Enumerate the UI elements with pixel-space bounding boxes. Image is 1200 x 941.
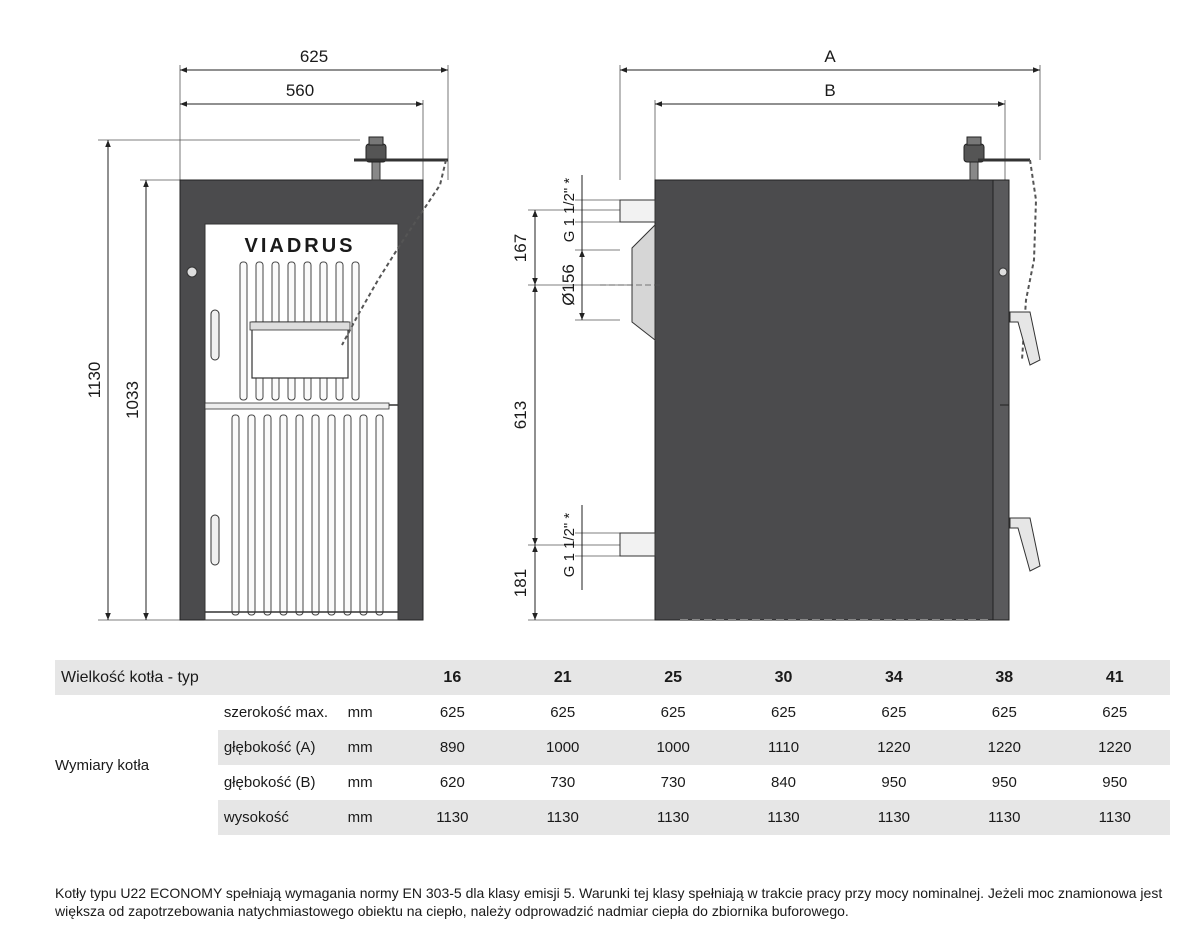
lower-hinge bbox=[211, 515, 219, 565]
bottom-conn-height-label: 181 bbox=[511, 568, 530, 598]
side-view bbox=[511, 47, 1040, 620]
table-row bbox=[55, 765, 1170, 800]
depth-b-label: B bbox=[824, 81, 836, 100]
unit-label: mm bbox=[347, 774, 373, 791]
brand-logo-text: VIADRUS bbox=[244, 235, 356, 257]
flue-to-bottom-dimension bbox=[511, 285, 535, 545]
size-header: 16 bbox=[397, 660, 507, 695]
table-cell: 1220 bbox=[949, 730, 1059, 765]
size-header: 21 bbox=[508, 660, 618, 695]
depth-a-label: A bbox=[824, 47, 836, 66]
side-boiler-body bbox=[655, 180, 1005, 620]
table-cell: 1130 bbox=[508, 800, 618, 835]
footnote: Kotły typu U22 ECONOMY spełniają wymagania normy EN 303-5 dla klasy emisji 5. Warunki tej klasy spełniają w trakcie pracy przy mocy nominalnej. Jeżeli moc znamionowa jest większa od zapotrzebowania natychmiastowego obiektu na ciepło, należy odprowadzić nadmiar ciepła do zbiornika buforowego. bbox=[55, 885, 1163, 919]
table-cell: 625 bbox=[881, 704, 907, 721]
table-cell: 1110 bbox=[728, 730, 838, 765]
table-cell: 1000 bbox=[618, 730, 728, 765]
table-cell: 1130 bbox=[618, 800, 728, 835]
table-cell: 950 bbox=[881, 774, 907, 791]
table-cell: 1130 bbox=[728, 800, 838, 835]
front-total-height-label: 1130 bbox=[85, 361, 104, 399]
table-cell: 625 bbox=[1102, 704, 1128, 721]
upper-hinge bbox=[211, 310, 219, 360]
size-header: 38 bbox=[949, 660, 1059, 695]
table-cell: 730 bbox=[660, 774, 686, 791]
table-cell: 730 bbox=[550, 774, 576, 791]
table-row bbox=[55, 800, 1170, 835]
dimensions-group-label: Wymiary kotła bbox=[55, 695, 218, 835]
param-label: szerokość max. bbox=[223, 704, 329, 721]
side-knob bbox=[187, 267, 197, 277]
param-label: wysokość bbox=[218, 800, 348, 835]
bottom-connection-height-dimension bbox=[511, 545, 535, 620]
size-header: 34 bbox=[839, 660, 949, 695]
table-cell: 890 bbox=[397, 730, 507, 765]
table-row bbox=[55, 695, 1170, 730]
table-cell: 625 bbox=[439, 704, 465, 721]
upper-door-handle bbox=[1010, 312, 1040, 365]
top-conn-offset-label: 167 bbox=[511, 233, 530, 263]
table-header-row bbox=[55, 660, 1170, 695]
draft-regulator bbox=[354, 137, 448, 180]
front-view bbox=[85, 47, 448, 620]
flue-diameter-label: Ø156 bbox=[559, 264, 578, 306]
table-cell: 950 bbox=[1102, 774, 1128, 791]
unit-label: mm bbox=[348, 800, 397, 835]
unit-label: mm bbox=[348, 730, 397, 765]
table-cell: 1220 bbox=[839, 730, 949, 765]
front-inner-width-dimension bbox=[180, 81, 423, 104]
dimensions-table bbox=[55, 660, 1170, 835]
front-width-dimension bbox=[180, 47, 448, 70]
flue-to-bottom-label: 613 bbox=[511, 400, 530, 430]
front-body-height-dimension bbox=[123, 180, 146, 620]
table-cell: 1130 bbox=[397, 800, 507, 835]
front-outer-width-label: 625 bbox=[299, 47, 329, 66]
table-cell: 625 bbox=[991, 704, 1017, 721]
top-connection-label: G 1 1/2" * bbox=[561, 177, 578, 243]
table-cell: 1130 bbox=[1060, 800, 1170, 835]
front-inner-width-label: 560 bbox=[285, 81, 315, 100]
param-label: głębokość (A) bbox=[218, 730, 348, 765]
table-row bbox=[55, 730, 1170, 765]
top-water-pipe bbox=[620, 200, 655, 222]
table-cell: 1130 bbox=[839, 800, 949, 835]
size-header: 25 bbox=[618, 660, 728, 695]
table-cell: 1220 bbox=[1060, 730, 1170, 765]
bottom-water-pipe bbox=[620, 533, 655, 556]
front-body-height-label: 1033 bbox=[123, 381, 142, 419]
param-label: głębokość (B) bbox=[223, 774, 316, 791]
table-cell: 1000 bbox=[508, 730, 618, 765]
size-header: 41 bbox=[1060, 660, 1170, 695]
lower-door-handle bbox=[1010, 518, 1040, 571]
unit-label: mm bbox=[347, 704, 373, 721]
table-cell: 620 bbox=[439, 774, 465, 791]
flue-outlet bbox=[632, 225, 655, 340]
size-header: 30 bbox=[728, 660, 838, 695]
top-connection-offset-dimension bbox=[511, 210, 535, 285]
boiler-size-header: Wielkość kotła - typ bbox=[55, 660, 397, 695]
table-cell: 950 bbox=[991, 774, 1017, 791]
table-cell: 625 bbox=[550, 704, 576, 721]
bottom-connection-label: G 1 1/2" * bbox=[561, 512, 578, 578]
table-cell: 625 bbox=[771, 704, 797, 721]
depth-b-dimension bbox=[655, 81, 1005, 104]
table-cell: 625 bbox=[660, 704, 686, 721]
depth-a-dimension bbox=[620, 47, 1040, 70]
front-total-height-dimension bbox=[85, 140, 108, 620]
side-draft-regulator bbox=[964, 137, 1030, 180]
table-cell: 840 bbox=[771, 774, 797, 791]
table-cell: 1130 bbox=[949, 800, 1059, 835]
